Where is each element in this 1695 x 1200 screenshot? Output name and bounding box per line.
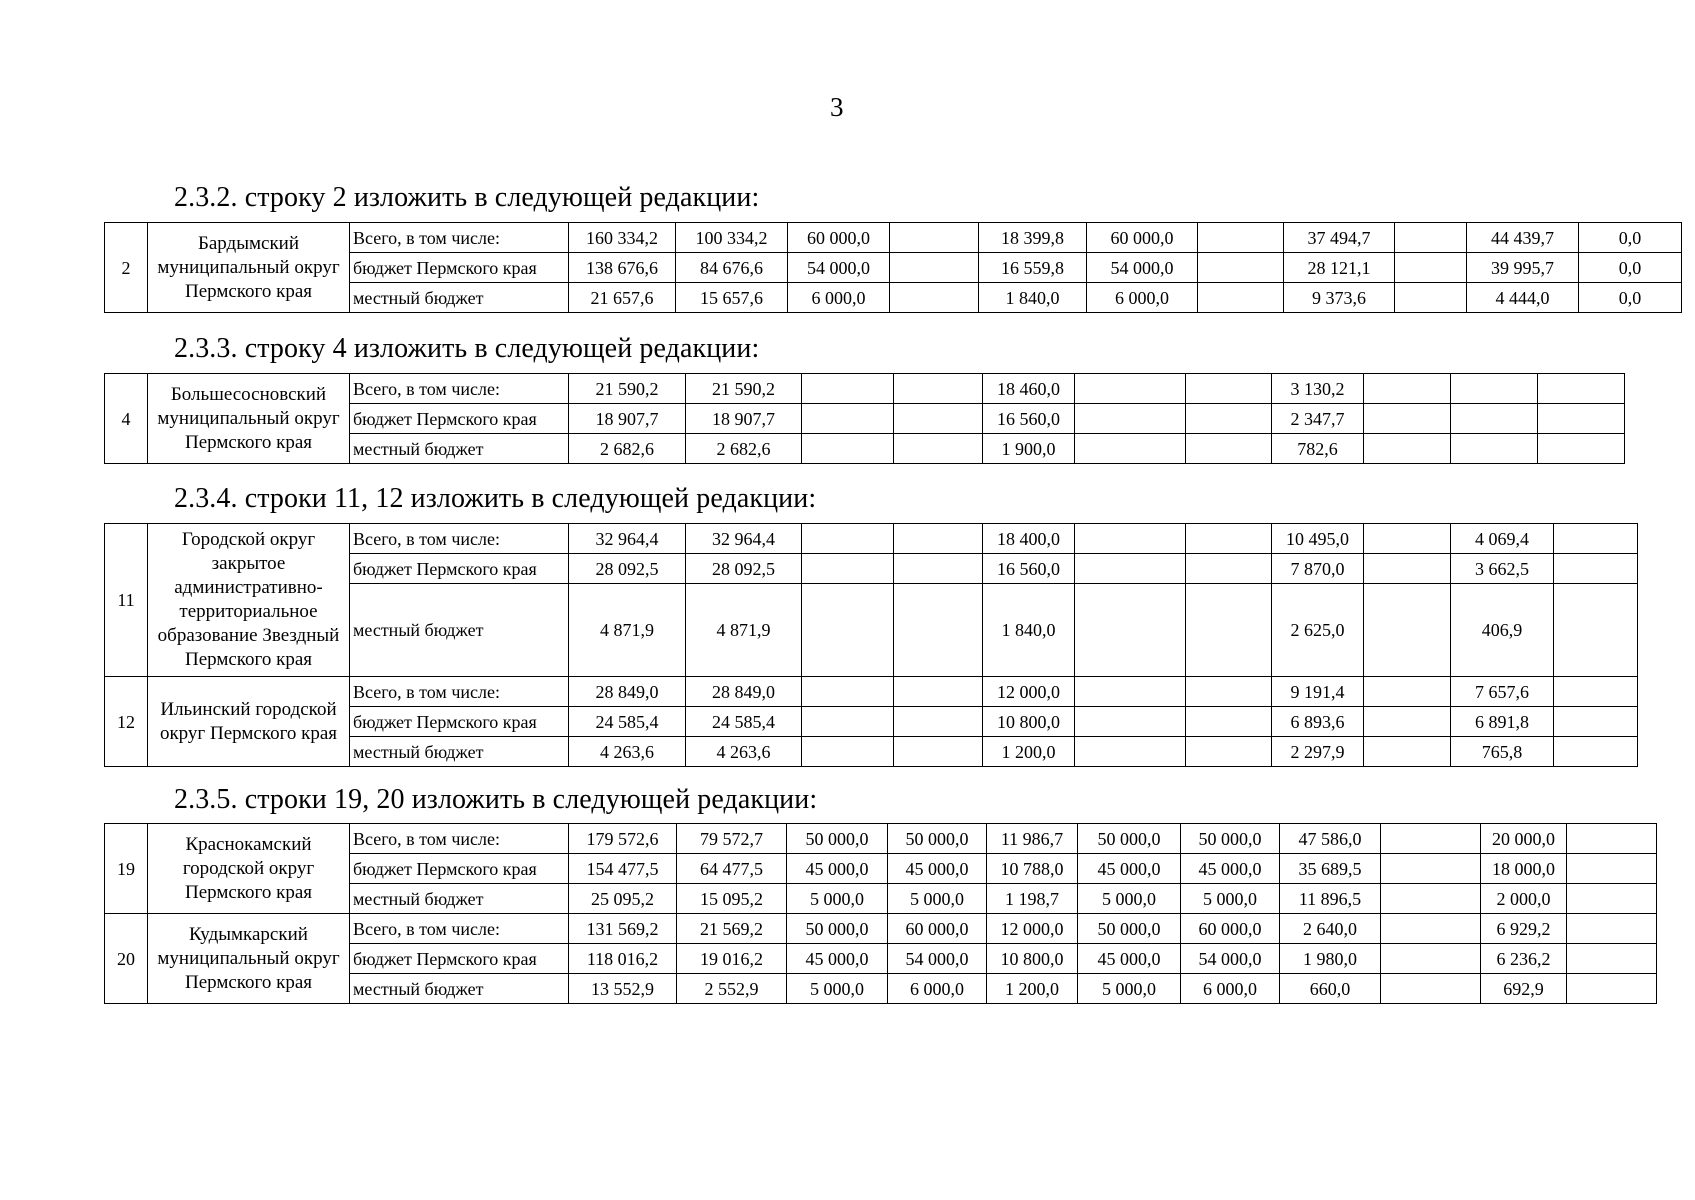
table-row: [105, 824, 1657, 854]
value-cell: [1186, 554, 1272, 584]
value-cell: [802, 404, 894, 434]
row-number: 19: [105, 824, 148, 914]
value-cell: 0,0: [1579, 223, 1682, 253]
value-cell: 100 334,2: [676, 223, 788, 253]
value-cell: [1554, 737, 1638, 767]
value-cell: 18 400,0: [983, 524, 1075, 554]
value-cell: [1554, 677, 1638, 707]
value-cell: [1186, 524, 1272, 554]
value-cell: [1451, 404, 1538, 434]
budget-table: [104, 373, 1625, 464]
value-cell: [1538, 434, 1625, 464]
value-cell: 6 891,8: [1451, 707, 1554, 737]
budget-source-label: местный бюджет: [350, 584, 569, 677]
value-cell: 18 399,8: [979, 223, 1087, 253]
budget-table: [104, 222, 1682, 313]
value-cell: 28 121,1: [1284, 253, 1395, 283]
budget-source-label: бюджет Пермского края: [350, 944, 569, 974]
value-cell: [1186, 434, 1272, 464]
budget-source-label: бюджет Пермского края: [350, 253, 569, 283]
value-cell: [1554, 584, 1638, 677]
value-cell: 7 870,0: [1272, 554, 1364, 584]
value-cell: 50 000,0: [1078, 824, 1181, 854]
value-cell: [1075, 554, 1186, 584]
value-cell: [1381, 824, 1481, 854]
value-cell: [1554, 524, 1638, 554]
value-cell: [1451, 374, 1538, 404]
region-name: Городской округ закрытое административно-территориальное образование Звездный Пермского края: [148, 524, 350, 677]
value-cell: 2 640,0: [1280, 914, 1381, 944]
value-cell: 4 069,4: [1451, 524, 1554, 554]
value-cell: 45 000,0: [1078, 854, 1181, 884]
value-cell: 19 016,2: [677, 944, 787, 974]
value-cell: [1364, 737, 1451, 767]
budget-source-label: Всего, в том числе:: [350, 223, 569, 253]
value-cell: [1198, 253, 1284, 283]
value-cell: 84 676,6: [676, 253, 788, 283]
budget-source-label: местный бюджет: [350, 974, 569, 1004]
value-cell: [1451, 434, 1538, 464]
value-cell: 50 000,0: [1078, 914, 1181, 944]
value-cell: 20 000,0: [1481, 824, 1567, 854]
row-number: 4: [105, 374, 148, 464]
value-cell: 50 000,0: [787, 824, 888, 854]
budget-source-label: местный бюджет: [350, 434, 569, 464]
value-cell: [802, 737, 894, 767]
value-cell: 1 840,0: [979, 283, 1087, 313]
value-cell: [1554, 554, 1638, 584]
value-cell: [1186, 584, 1272, 677]
value-cell: 1 200,0: [987, 974, 1078, 1004]
budget-table: [104, 823, 1657, 1004]
value-cell: 131 569,2: [569, 914, 677, 944]
value-cell: 32 964,4: [686, 524, 802, 554]
value-cell: [894, 677, 983, 707]
value-cell: 5 000,0: [1078, 974, 1181, 1004]
value-cell: 45 000,0: [787, 944, 888, 974]
value-cell: [1075, 707, 1186, 737]
value-cell: 5 000,0: [787, 884, 888, 914]
value-cell: [1075, 404, 1186, 434]
value-cell: [1364, 374, 1451, 404]
budget-source-label: Всего, в том числе:: [350, 524, 569, 554]
value-cell: 2 347,7: [1272, 404, 1364, 434]
value-cell: 154 477,5: [569, 854, 677, 884]
table-row: [105, 223, 1682, 253]
value-cell: [1186, 404, 1272, 434]
value-cell: 179 572,6: [569, 824, 677, 854]
value-cell: [1538, 404, 1625, 434]
value-cell: 6 000,0: [1181, 974, 1280, 1004]
value-cell: [894, 554, 983, 584]
value-cell: 25 095,2: [569, 884, 677, 914]
budget-source-label: Всего, в том числе:: [350, 374, 569, 404]
value-cell: [1075, 524, 1186, 554]
value-cell: [802, 707, 894, 737]
value-cell: [1198, 283, 1284, 313]
value-cell: 54 000,0: [888, 944, 987, 974]
row-number: 20: [105, 914, 148, 1004]
value-cell: 7 657,6: [1451, 677, 1554, 707]
budget-source-label: Всего, в том числе:: [350, 914, 569, 944]
budget-source-label: местный бюджет: [350, 737, 569, 767]
value-cell: 0,0: [1579, 253, 1682, 283]
value-cell: 2 682,6: [686, 434, 802, 464]
value-cell: [1075, 584, 1186, 677]
value-cell: 60 000,0: [888, 914, 987, 944]
value-cell: [894, 737, 983, 767]
value-cell: 5 000,0: [1181, 884, 1280, 914]
value-cell: 45 000,0: [1181, 854, 1280, 884]
value-cell: 4 871,9: [569, 584, 686, 677]
section-heading: 2.3.3. строку 4 изложить в следующей редакции:: [174, 333, 760, 364]
value-cell: 18 907,7: [569, 404, 686, 434]
budget-source-label: бюджет Пермского края: [350, 554, 569, 584]
value-cell: 54 000,0: [1087, 253, 1198, 283]
value-cell: 44 439,7: [1467, 223, 1579, 253]
value-cell: [1538, 374, 1625, 404]
value-cell: 660,0: [1280, 974, 1381, 1004]
value-cell: 16 560,0: [983, 554, 1075, 584]
value-cell: 782,6: [1272, 434, 1364, 464]
value-cell: [1395, 223, 1467, 253]
value-cell: 37 494,7: [1284, 223, 1395, 253]
value-cell: 35 689,5: [1280, 854, 1381, 884]
value-cell: 54 000,0: [1181, 944, 1280, 974]
value-cell: [1567, 824, 1657, 854]
value-cell: [1381, 854, 1481, 884]
value-cell: 28 849,0: [686, 677, 802, 707]
value-cell: 9 191,4: [1272, 677, 1364, 707]
value-cell: [894, 404, 983, 434]
value-cell: [1567, 854, 1657, 884]
value-cell: [1395, 253, 1467, 283]
value-cell: 4 263,6: [686, 737, 802, 767]
value-cell: 11 986,7: [987, 824, 1078, 854]
value-cell: [802, 554, 894, 584]
value-cell: 1 980,0: [1280, 944, 1381, 974]
value-cell: 1 900,0: [983, 434, 1075, 464]
region-name: Большесосновский муниципальный округ Пермского края: [148, 374, 350, 464]
region-name: Ильинский городской округ Пермского края: [148, 677, 350, 767]
value-cell: 21 590,2: [569, 374, 686, 404]
value-cell: 21 590,2: [686, 374, 802, 404]
value-cell: [894, 524, 983, 554]
value-cell: 5 000,0: [787, 974, 888, 1004]
value-cell: 3 662,5: [1451, 554, 1554, 584]
value-cell: 47 586,0: [1280, 824, 1381, 854]
value-cell: [1567, 974, 1657, 1004]
region-name: Бардымский муниципальный округ Пермского края: [148, 223, 350, 313]
value-cell: [894, 707, 983, 737]
value-cell: 24 585,4: [686, 707, 802, 737]
row-number: 2: [105, 223, 148, 313]
region-name: Кудымкарский муниципальный округ Пермского края: [148, 914, 350, 1004]
value-cell: 13 552,9: [569, 974, 677, 1004]
value-cell: [1364, 707, 1451, 737]
value-cell: 11 896,5: [1280, 884, 1381, 914]
value-cell: 32 964,4: [569, 524, 686, 554]
value-cell: 60 000,0: [1181, 914, 1280, 944]
value-cell: 21 657,6: [569, 283, 676, 313]
budget-source-label: бюджет Пермского края: [350, 854, 569, 884]
value-cell: 60 000,0: [788, 223, 890, 253]
value-cell: 1 840,0: [983, 584, 1075, 677]
value-cell: [1186, 677, 1272, 707]
value-cell: [1186, 707, 1272, 737]
value-cell: [890, 223, 979, 253]
value-cell: [1075, 374, 1186, 404]
value-cell: 6 236,2: [1481, 944, 1567, 974]
value-cell: 28 849,0: [569, 677, 686, 707]
value-cell: 5 000,0: [1078, 884, 1181, 914]
value-cell: [802, 524, 894, 554]
value-cell: 16 559,8: [979, 253, 1087, 283]
value-cell: 6 929,2: [1481, 914, 1567, 944]
value-cell: [890, 283, 979, 313]
value-cell: 2 682,6: [569, 434, 686, 464]
value-cell: [894, 434, 983, 464]
value-cell: 60 000,0: [1087, 223, 1198, 253]
value-cell: 4 444,0: [1467, 283, 1579, 313]
value-cell: 28 092,5: [686, 554, 802, 584]
value-cell: 28 092,5: [569, 554, 686, 584]
value-cell: 50 000,0: [1181, 824, 1280, 854]
value-cell: 138 676,6: [569, 253, 676, 283]
section-heading: 2.3.2. строку 2 изложить в следующей редакции:: [174, 182, 760, 213]
value-cell: [1567, 914, 1657, 944]
section-heading: 2.3.4. строки 11, 12 изложить в следующей редакции:: [174, 483, 817, 514]
value-cell: 16 560,0: [983, 404, 1075, 434]
value-cell: 54 000,0: [788, 253, 890, 283]
value-cell: 5 000,0: [888, 884, 987, 914]
value-cell: [1381, 914, 1481, 944]
value-cell: 12 000,0: [983, 677, 1075, 707]
value-cell: 160 334,2: [569, 223, 676, 253]
value-cell: 4 263,6: [569, 737, 686, 767]
value-cell: 18 460,0: [983, 374, 1075, 404]
value-cell: 10 800,0: [983, 707, 1075, 737]
value-cell: 2 297,9: [1272, 737, 1364, 767]
value-cell: 1 198,7: [987, 884, 1078, 914]
value-cell: 3 130,2: [1272, 374, 1364, 404]
budget-source-label: бюджет Пермского края: [350, 707, 569, 737]
row-number: 12: [105, 677, 148, 767]
section-heading: 2.3.5. строки 19, 20 изложить в следующей редакции:: [174, 784, 818, 815]
value-cell: [1198, 223, 1284, 253]
table-row: [105, 374, 1625, 404]
budget-source-label: местный бюджет: [350, 884, 569, 914]
value-cell: [1075, 677, 1186, 707]
value-cell: [1395, 283, 1467, 313]
budget-source-label: Всего, в том числе:: [350, 677, 569, 707]
table-row: [105, 914, 1657, 944]
value-cell: [802, 374, 894, 404]
budget-source-label: местный бюджет: [350, 283, 569, 313]
value-cell: [1381, 974, 1481, 1004]
value-cell: [1567, 944, 1657, 974]
value-cell: 0,0: [1579, 283, 1682, 313]
value-cell: 9 373,6: [1284, 283, 1395, 313]
value-cell: 45 000,0: [888, 854, 987, 884]
value-cell: [1381, 884, 1481, 914]
value-cell: [1075, 434, 1186, 464]
value-cell: [1364, 584, 1451, 677]
value-cell: 45 000,0: [787, 854, 888, 884]
value-cell: 118 016,2: [569, 944, 677, 974]
value-cell: 2 000,0: [1481, 884, 1567, 914]
value-cell: 10 788,0: [987, 854, 1078, 884]
value-cell: 6 000,0: [788, 283, 890, 313]
value-cell: [1186, 374, 1272, 404]
value-cell: [1381, 944, 1481, 974]
value-cell: [1554, 707, 1638, 737]
value-cell: 64 477,5: [677, 854, 787, 884]
value-cell: 50 000,0: [888, 824, 987, 854]
value-cell: 406,9: [1451, 584, 1554, 677]
budget-source-label: бюджет Пермского края: [350, 404, 569, 434]
value-cell: [1364, 524, 1451, 554]
region-name: Краснокамский городской округ Пермского края: [148, 824, 350, 914]
value-cell: 15 095,2: [677, 884, 787, 914]
value-cell: [802, 584, 894, 677]
value-cell: [802, 677, 894, 707]
value-cell: 10 495,0: [1272, 524, 1364, 554]
value-cell: 692,9: [1481, 974, 1567, 1004]
value-cell: 79 572,7: [677, 824, 787, 854]
table-row: [105, 524, 1638, 554]
value-cell: 6 000,0: [888, 974, 987, 1004]
value-cell: 45 000,0: [1078, 944, 1181, 974]
value-cell: [1364, 404, 1451, 434]
value-cell: [1364, 677, 1451, 707]
value-cell: [1364, 554, 1451, 584]
value-cell: [894, 584, 983, 677]
value-cell: 2 552,9: [677, 974, 787, 1004]
value-cell: [802, 434, 894, 464]
value-cell: 15 657,6: [676, 283, 788, 313]
table-row: [105, 677, 1638, 707]
value-cell: [894, 374, 983, 404]
value-cell: 24 585,4: [569, 707, 686, 737]
value-cell: 6 000,0: [1087, 283, 1198, 313]
value-cell: [1567, 884, 1657, 914]
value-cell: 6 893,6: [1272, 707, 1364, 737]
value-cell: [890, 253, 979, 283]
value-cell: 21 569,2: [677, 914, 787, 944]
value-cell: 12 000,0: [987, 914, 1078, 944]
value-cell: 2 625,0: [1272, 584, 1364, 677]
value-cell: 18 000,0: [1481, 854, 1567, 884]
budget-table: [104, 523, 1638, 767]
value-cell: 50 000,0: [787, 914, 888, 944]
value-cell: 1 200,0: [983, 737, 1075, 767]
value-cell: [1186, 737, 1272, 767]
value-cell: 10 800,0: [987, 944, 1078, 974]
row-number: 11: [105, 524, 148, 677]
value-cell: [1075, 737, 1186, 767]
value-cell: 39 995,7: [1467, 253, 1579, 283]
page-number: 3: [830, 92, 844, 122]
value-cell: 18 907,7: [686, 404, 802, 434]
value-cell: 765,8: [1451, 737, 1554, 767]
value-cell: 4 871,9: [686, 584, 802, 677]
budget-source-label: Всего, в том числе:: [350, 824, 569, 854]
value-cell: [1364, 434, 1451, 464]
